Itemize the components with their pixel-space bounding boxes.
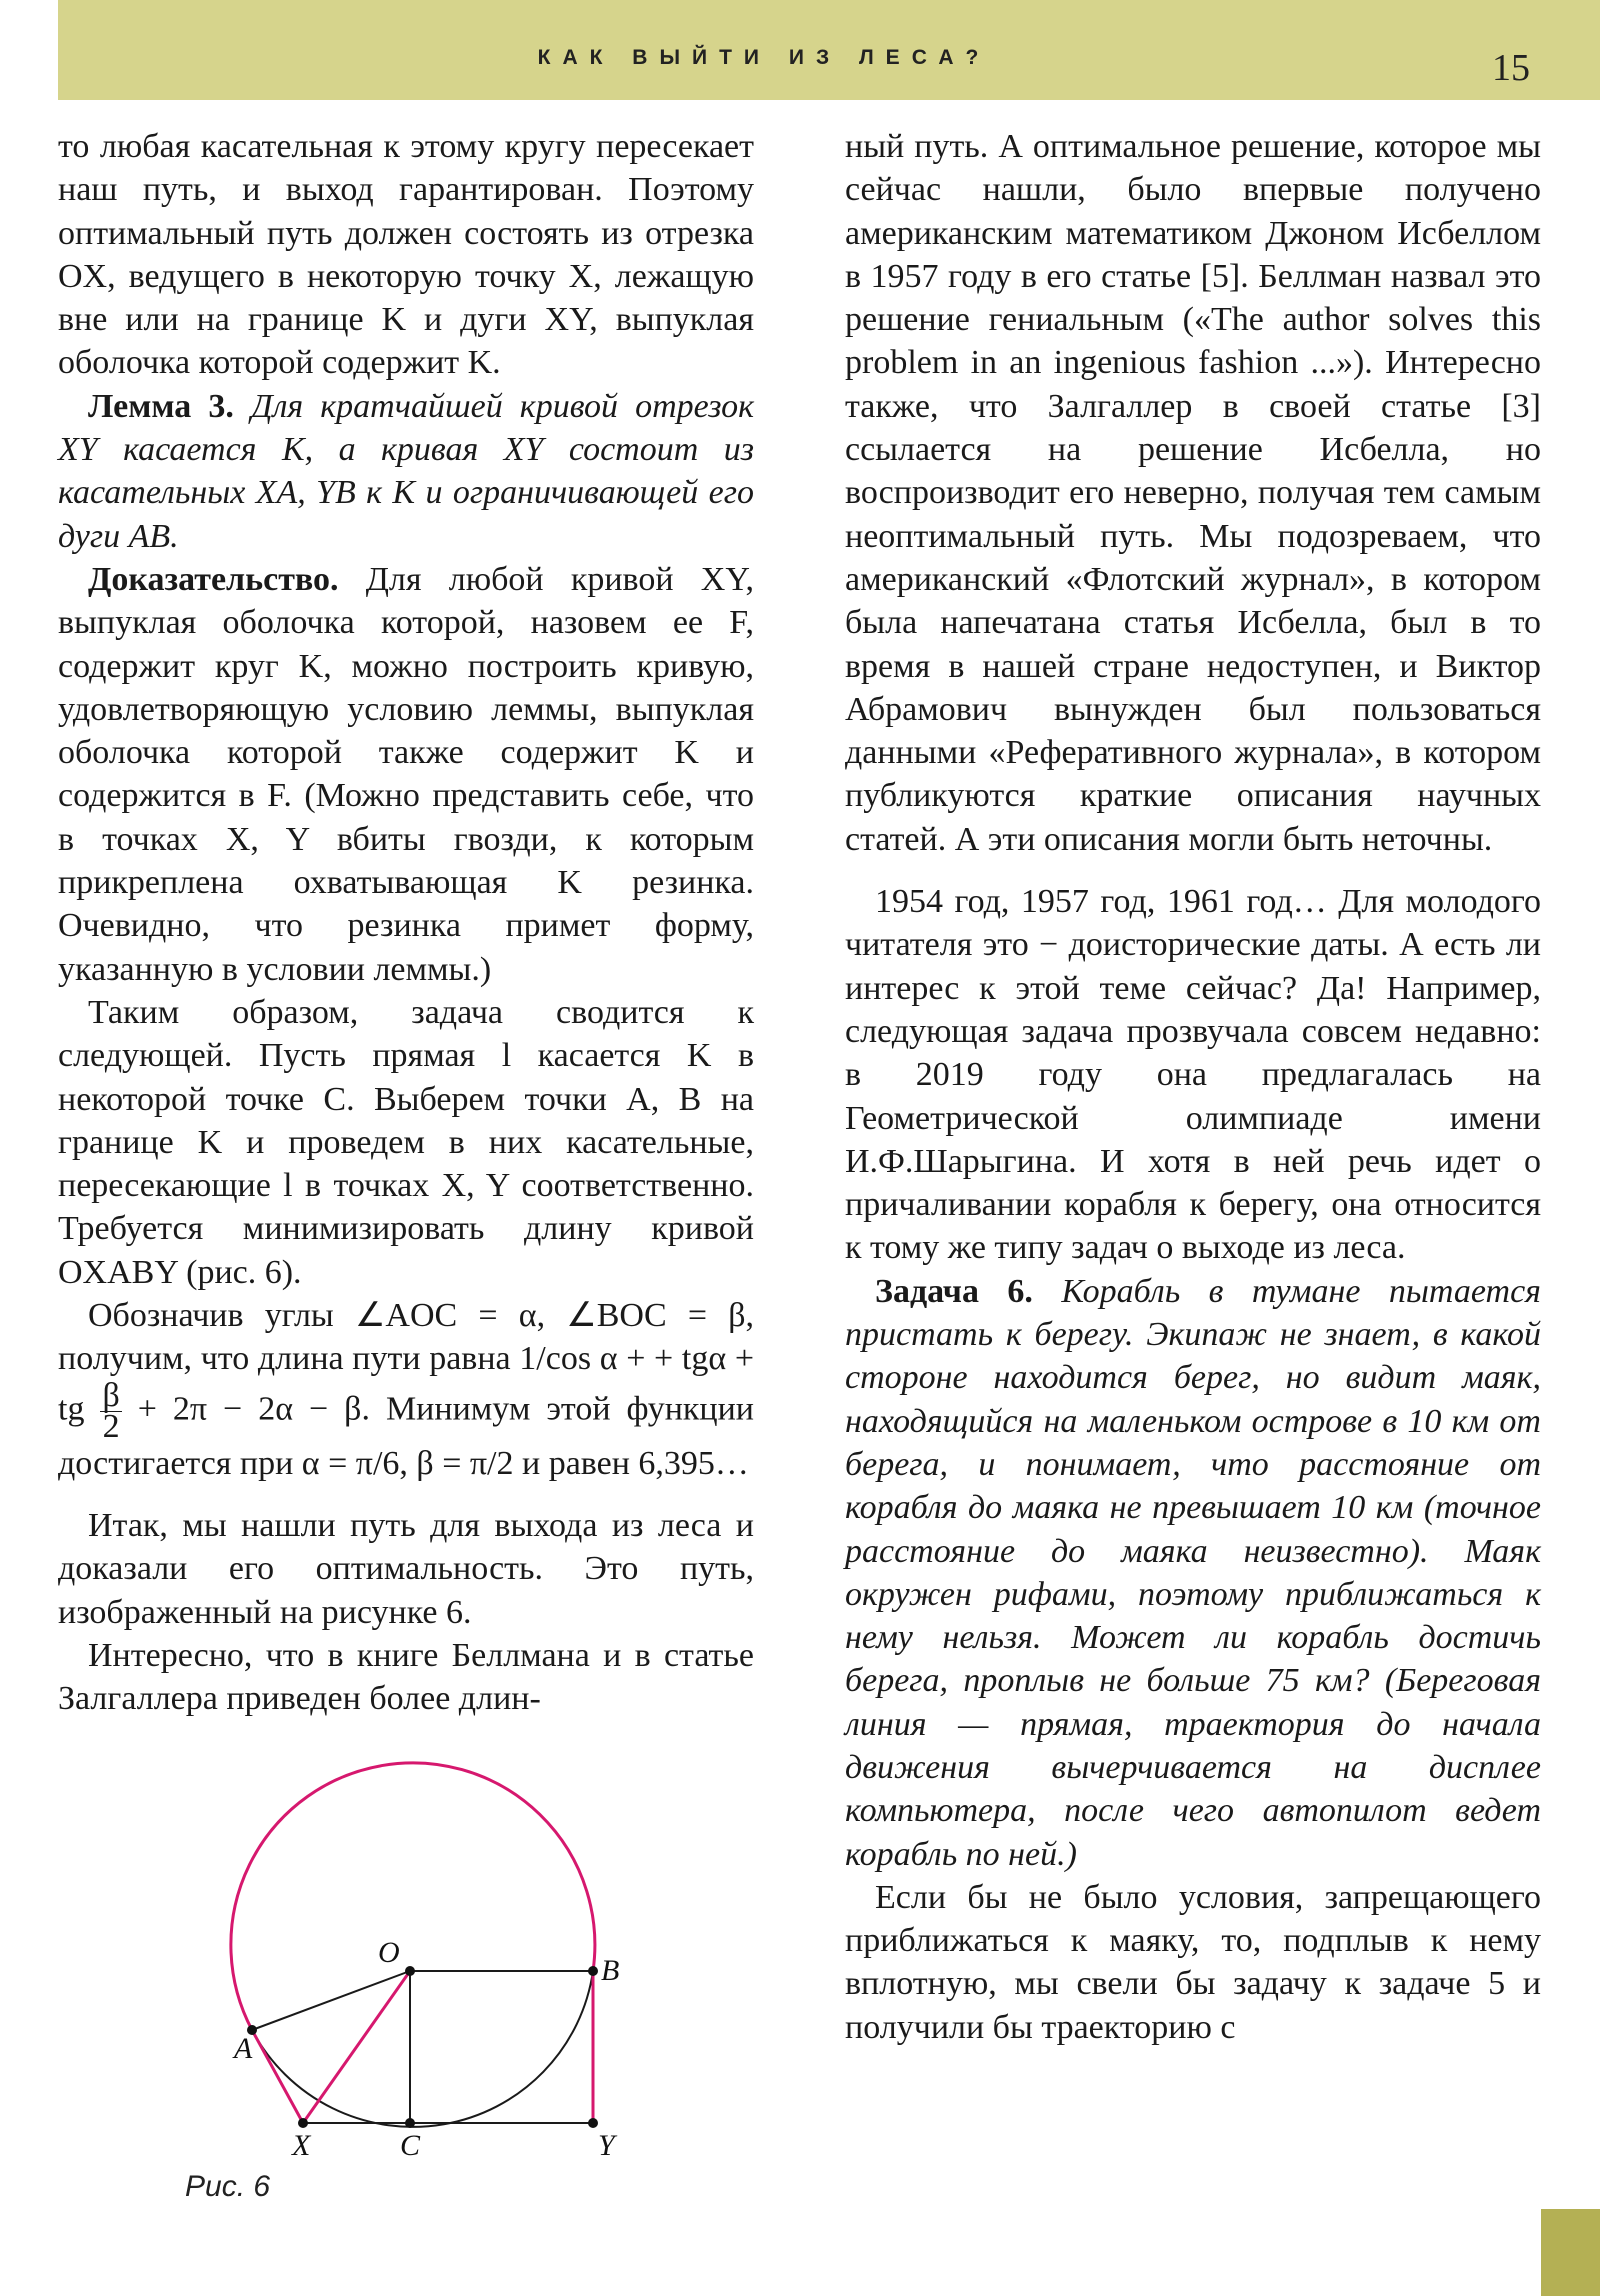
label-o: O bbox=[378, 1936, 400, 1969]
fraction-denominator: 2 bbox=[102, 1407, 120, 1445]
figure-6-diagram bbox=[160, 1740, 620, 2220]
page-number: 15 bbox=[1492, 47, 1530, 89]
paragraph-angles bbox=[58, 1294, 754, 1485]
figure-6 bbox=[160, 1740, 620, 2220]
left-column bbox=[58, 125, 754, 1720]
proof-text: Для любой кривой XY, выпуклая оболочка которой, назовем ее F, содержит круг K, можно построить кривую, удовлетворяющую условию леммы, выпуклая оболочка которой также содержит K и содержится в F. (Можно представить себе, что в точках X, Y вбиты гвозди, к которым прикреплена охватывающая K резинка. Очевидно, что резинка примет форму, указанную в условии леммы.) bbox=[58, 560, 754, 988]
task-6 bbox=[845, 1270, 1541, 1876]
point-y bbox=[588, 2118, 598, 2128]
inner-arc-ab bbox=[252, 1971, 593, 2127]
label-a: A bbox=[234, 2032, 253, 2065]
lemma-label: Лемма 3. bbox=[88, 387, 234, 425]
label-y: Y bbox=[598, 2129, 615, 2162]
label-x: X bbox=[292, 2129, 311, 2162]
angles-text-start: Обозначив углы ∠AOC = α, ∠BOC = β, получим, что длина пути равна 1/cos α + + tgα + tg bbox=[58, 1297, 754, 1427]
label-c: C bbox=[400, 2129, 421, 2162]
paragraph-dates: 1954 год, 1957 год, 1961 год… Для молодого читателя это − доисторические даты. А есть ли интерес к этой теме сейчас? Да! Например, следующая задача прозвучала совсем недавно: в 2019 году она предлагалась на Геометрической олимпиаде имени И.Ф.Шарыгина. И хотя в ней речь идет о причаливании корабля к берегу, она относится к тому же типу задач о выходе из леса. bbox=[845, 883, 1541, 1267]
tangent-xa bbox=[252, 2030, 303, 2123]
paragraph-if: Если бы не было условия, запрещающего приближаться к маяку, то, подплыв к нему вплотную, мы свели бы задачу к задаче 5 и получили бы траекторию с bbox=[845, 1878, 1541, 2046]
point-x bbox=[298, 2118, 308, 2128]
radius-oa bbox=[252, 1971, 410, 2030]
paragraph-reduction: Таким образом, задача сводится к следующей. Пусть прямая l касается K в некоторой точке C. Выберем точки A, B на границе K и проведем в них касательные, пересекающие l в точках X, Y соответственно. Требуется минимизировать длину кривой OXABY (рис. 6). bbox=[58, 993, 754, 1291]
paragraph-continuation: то любая касательная к этому кругу пересекает наш путь, и выход гарантирован. Поэтому оптимальный путь должен состоять из отрезка OX, ведущего в некоторую точку X, лежащую вне или на границе K и дуги XY, выпуклая оболочка которой содержит K. bbox=[58, 128, 754, 382]
running-header bbox=[58, 0, 1600, 100]
point-c bbox=[405, 2118, 415, 2128]
task-label: Задача 6. bbox=[875, 1272, 1033, 1310]
proof-label: Доказательство. bbox=[88, 560, 339, 598]
lemma-statement: Для кратчайшей кривой отрезок XY касается K, а кривая XY состоит из касательных XA, YB к K и ограничивающей его дуги AB. bbox=[58, 387, 754, 555]
running-title: КАК ВЫЙТИ ИЗ ЛЕСА? bbox=[537, 46, 991, 69]
label-b: B bbox=[601, 1954, 620, 1987]
right-column bbox=[845, 125, 1541, 2049]
fraction-numerator: β bbox=[102, 1376, 120, 1414]
fraction-beta-half bbox=[100, 1376, 121, 1445]
task-statement: Корабль в тумане пытается пристать к берегу. Экипаж не знает, в какой стороне находится берег, но видит маяк, находящийся на маленьком острове в 10 км от берега, и понимает, что расстояние от корабля до маяка не превышает 10 км (точное расстояние до маяка неизвестно). Маяк окружен рифами, поэтому приближаться к нему нельзя. Может ли корабль достичь берега, проплыв не больше 75 км? (Береговая линия — прямая, траектория до начала движения вычерчивается на дисплее компьютера, после чего автопилот ведет корабль по ней.) bbox=[845, 1272, 1541, 1873]
point-b bbox=[588, 1966, 598, 1976]
paragraph-interesting: Интересно, что в книге Беллмана и в статье Залгаллера приведен более длин- bbox=[58, 1636, 754, 1718]
point-o bbox=[405, 1966, 415, 1976]
paragraph-found: Итак, мы нашли путь для выхода из леса и доказали его оптимальность. Это путь, изображенный на рисунке 6. bbox=[58, 1506, 754, 1631]
paragraph-isbell: ный путь. А оптимальное решение, которое мы сейчас нашли, было впервые получено американским математиком Джоном Исбеллом в 1957 году в его статье [5]. Беллман назвал это решение гениальным («The author solves this problem in an ingenious fashion ...»). Интересно также, что Залгаллер в своей статье [3] ссылается на решение Исбелла, но воспроизводит его неверно, получая тем самым неоптимальный путь. Мы подозреваем, что американский «Флотский журнал», в котором была напечатана статья Исбелла, был в то время в нашей стране недоступен, и Виктор Абрамович вынужден был пользоваться данными «Реферативного журнала», в котором публикуются краткие описания научных статей. А эти описания могли быть неточны. bbox=[845, 128, 1541, 858]
proof bbox=[58, 558, 754, 991]
segment-ox bbox=[303, 1971, 410, 2123]
lemma-3 bbox=[58, 385, 754, 558]
figure-caption: Рис. 6 bbox=[185, 2170, 271, 2203]
corner-tab bbox=[1541, 2209, 1600, 2296]
outer-arc-ab bbox=[231, 1763, 595, 2030]
angles-text-end: + 2π − 2α − β. Минимум этой функции достигается при α = π/6, β = π/2 и равен 6,395… bbox=[58, 1389, 754, 1482]
